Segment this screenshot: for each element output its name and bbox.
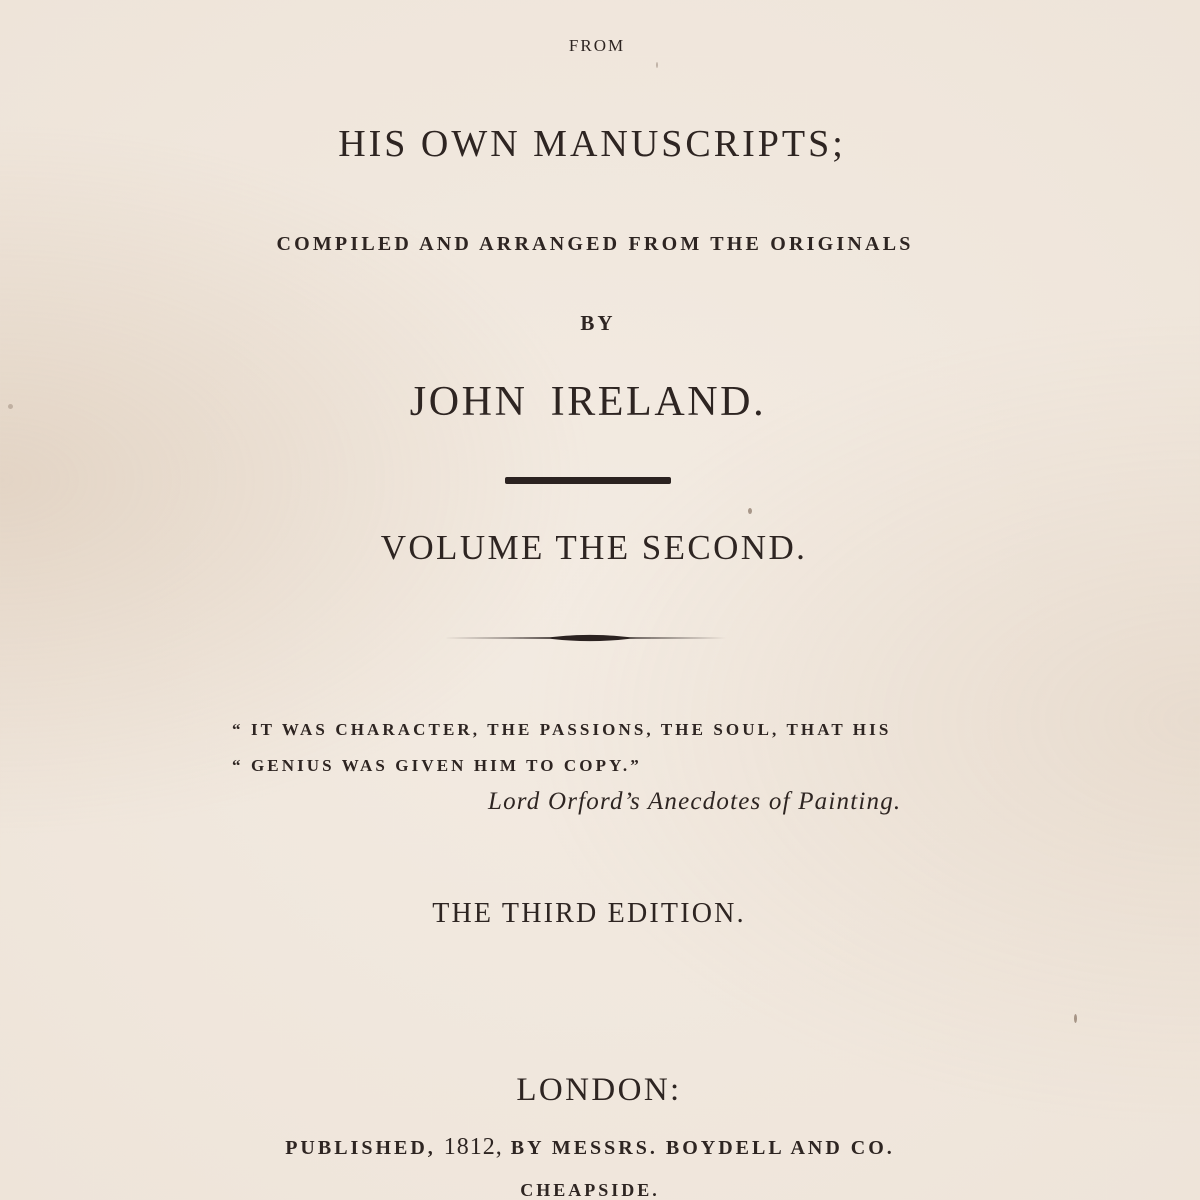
- imprint-year: 1812,: [443, 1134, 503, 1160]
- edition-line: THE THIRD EDITION.: [432, 898, 746, 929]
- city-name: LONDON:: [516, 1072, 682, 1108]
- volume-heading: VOLUME THE SECOND.: [380, 528, 808, 567]
- paper-speck: [8, 404, 13, 409]
- manuscripts-heading: HIS OWN MANUSCRIPTS;: [338, 123, 846, 165]
- paper-speck: [1074, 1014, 1077, 1023]
- imprint-publisher: BY MESSRS. BOYDELL AND CO.: [510, 1137, 895, 1159]
- publication-city: [0, 1072, 1199, 1109]
- compiled-line: COMPILED AND ARRANGED FROM THE ORIGINALS: [276, 233, 914, 255]
- imprint-published: PUBLISHED,: [285, 1137, 436, 1159]
- by-line: BY: [580, 311, 616, 335]
- ornamental-rule-divider: [440, 628, 730, 648]
- thick-rule-divider: [505, 477, 671, 484]
- author-name: JOHN IRELAND.: [409, 379, 767, 425]
- paper-speck: [748, 508, 752, 514]
- epigraph-attribution: Lord Orford’s Anecdotes of Painting.: [488, 788, 902, 815]
- imprint-line: [0, 1134, 1190, 1161]
- from-line: FROM: [568, 36, 626, 55]
- paper-speck: [656, 62, 658, 68]
- imprint-street: CHEAPSIDE.: [520, 1180, 660, 1200]
- epigraph-line-1: “ IT WAS CHARACTER, THE PASSIONS, THE SOUL, THAT HIS: [232, 720, 892, 739]
- epigraph-line-2: “ GENIUS WAS GIVEN HIM TO COPY.”: [232, 756, 642, 775]
